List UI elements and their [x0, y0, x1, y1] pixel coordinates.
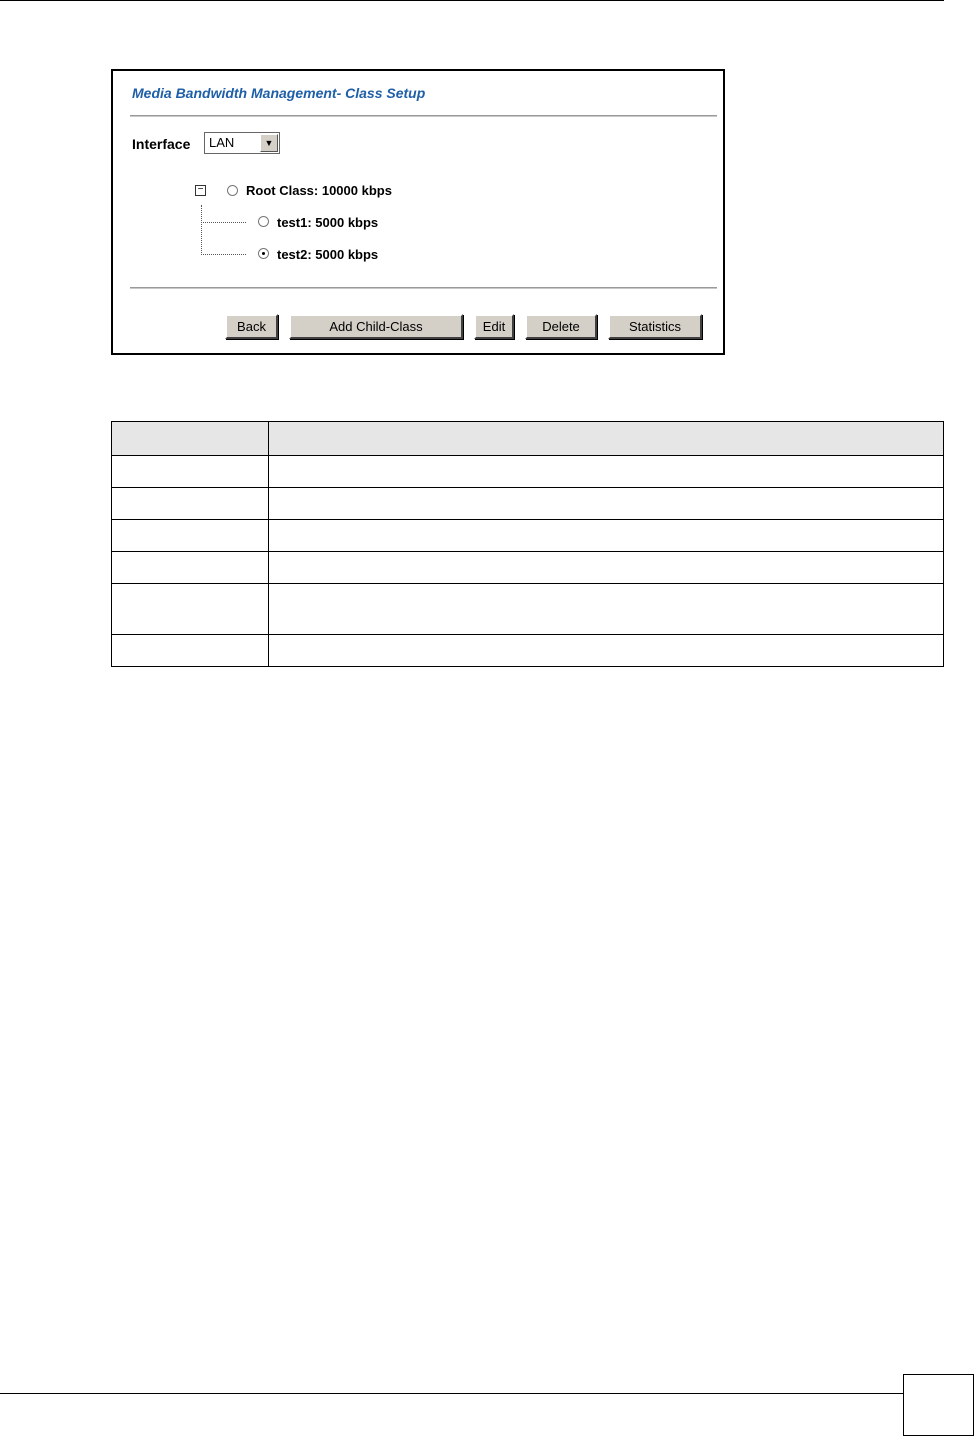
- table-cell: [269, 552, 944, 584]
- class-setup-panel: [111, 69, 725, 355]
- panel-title: Media Bandwidth Management- Class Setup: [132, 85, 426, 101]
- interface-select-value: LAN: [209, 135, 235, 150]
- statistics-button[interactable]: Statistics: [608, 314, 702, 339]
- table-cell: [269, 456, 944, 488]
- header-rule: [0, 0, 944, 1]
- table-header-cell: [112, 422, 269, 456]
- root-class-radio[interactable]: [227, 185, 238, 196]
- table-header-row: [112, 422, 944, 456]
- footer-rule: [0, 1393, 903, 1394]
- test1-class-radio[interactable]: [258, 216, 269, 227]
- test2-class-radio[interactable]: [258, 248, 269, 259]
- button-divider: [130, 287, 717, 289]
- table-row: [112, 635, 944, 667]
- table-row: [112, 584, 944, 635]
- table-cell: [269, 488, 944, 520]
- tree-connector: [203, 254, 246, 255]
- collapse-icon[interactable]: −: [195, 185, 206, 196]
- edit-button[interactable]: Edit: [474, 314, 514, 339]
- add-child-class-button[interactable]: Add Child-Class: [289, 314, 463, 339]
- table-row: [112, 488, 944, 520]
- table-cell: [112, 456, 269, 488]
- table-cell: [269, 584, 944, 635]
- interface-select[interactable]: [204, 132, 280, 154]
- table-cell: [269, 520, 944, 552]
- table-cell: [112, 635, 269, 667]
- back-button[interactable]: Back: [225, 314, 278, 339]
- table-cell: [112, 520, 269, 552]
- test2-class-label: test2: 5000 kbps: [277, 247, 379, 262]
- test1-class-label: test1: 5000 kbps: [277, 215, 379, 230]
- table-header-cell: [269, 422, 944, 456]
- tree-connector: [201, 205, 202, 255]
- interface-label: Interface: [132, 136, 191, 152]
- root-class-label: Root Class: 10000 kbps: [246, 183, 392, 198]
- table-row: [112, 456, 944, 488]
- table-cell: [112, 552, 269, 584]
- table-row: [112, 520, 944, 552]
- table-cell: [112, 488, 269, 520]
- title-divider: [130, 115, 717, 117]
- page-number-box: [903, 1374, 974, 1436]
- chevron-down-icon[interactable]: ▼: [260, 134, 278, 152]
- table-cell: [112, 584, 269, 635]
- delete-button[interactable]: Delete: [525, 314, 597, 339]
- table-row: [112, 552, 944, 584]
- tree-connector: [203, 222, 246, 223]
- table-cell: [269, 635, 944, 667]
- field-description-table: [111, 421, 944, 667]
